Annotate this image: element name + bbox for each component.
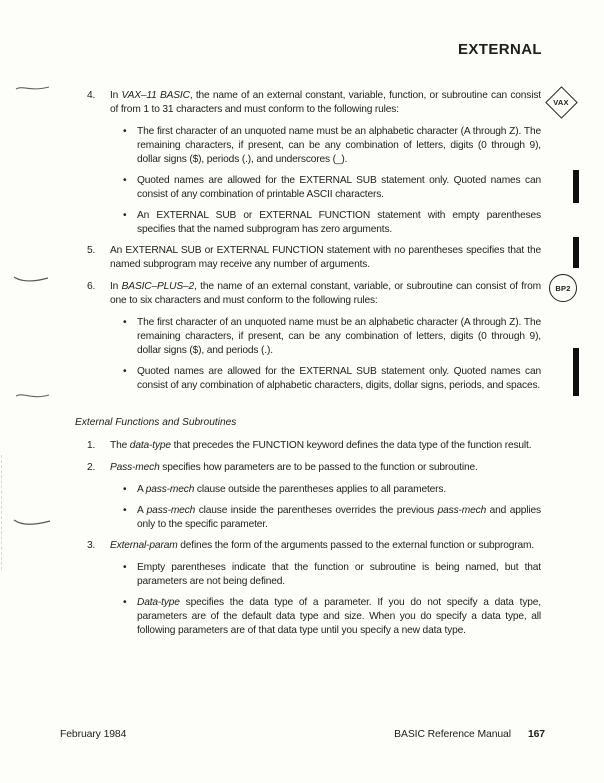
bullet-text: Quoted names are allowed for the EXTERNAL SUB statement only. Quoted names can consist of any combination of printable ASCII characters.: [137, 175, 541, 200]
footer-page-number: 167: [527, 729, 545, 740]
bullet-text: The first character of an unquoted name must be an alphabetic character (A through Z). The remaining characters, if present, can be any combination of letters, digits (0 through 9), dollar signs ($), periods (.), and underscores (_).: [137, 126, 541, 165]
bullet-icon: •: [123, 484, 127, 495]
vax-flag-icon: [545, 86, 577, 118]
bullet-icon: •: [123, 175, 127, 186]
bp2-flag-label: BP2: [555, 283, 571, 293]
bullet-icon: •: [123, 210, 127, 221]
margin-pen-mark: [12, 515, 52, 529]
margin-pen-mark: [12, 272, 50, 286]
numbered-rules-block: [87, 89, 541, 416]
item-number: 6.: [87, 281, 96, 292]
page-header-title: EXTERNAL: [457, 41, 542, 58]
rule-item-5: [87, 244, 541, 280]
bullet-item: [123, 365, 541, 393]
item-text: Pass-mech specifies how parameters are to be passed to the function or subroutine.: [110, 462, 478, 473]
item-number: 4.: [87, 90, 96, 101]
bullet-icon: •: [123, 126, 127, 137]
bullet-item: [123, 125, 541, 167]
bullet-item: [123, 504, 541, 532]
bullet-text: Quoted names are allowed for the EXTERNAL SUB statement only. Quoted names can consist of any combination of alphabetic characters, digits, dollar signs, periods, and spaces.: [137, 366, 541, 391]
bullet-text: A pass-mech clause outside the parentheses applies to all parameters.: [137, 484, 447, 495]
bullet-icon: •: [123, 597, 127, 608]
bullet-item: [123, 483, 541, 497]
margin-pen-mark: [14, 389, 52, 403]
bullet-text: Empty parentheses indicate that the function or subroutine is being named, but that parameters are not being defined.: [137, 562, 541, 587]
bullet-icon: •: [123, 366, 127, 377]
vax-flag-label: VAX: [553, 97, 569, 107]
item-text: The data-type that precedes the FUNCTION keyword defines the data type of the function result.: [110, 440, 532, 451]
item-body: [110, 461, 541, 539]
item-number: 3.: [87, 540, 96, 551]
change-bar: [573, 237, 579, 268]
item-number: 1.: [87, 440, 96, 451]
item-body: [110, 280, 541, 400]
section-heading: External Functions and Subroutines: [75, 417, 237, 428]
item-text: In VAX–11 BASIC, the name of an external constant, variable, function, or subroutine can consist of from 1 to 31 characters and must conform to the following rules:: [110, 90, 541, 115]
bullet-item: [123, 316, 541, 358]
item-body: [110, 539, 541, 645]
section-item-3: [87, 539, 541, 645]
bullet-text: Data-type specifies the data type of a parameter. If you do not specify a data type, parameters are of the default data type and size. When you do specify a data type, all following parameters are of that data type until you specify a new data type.: [137, 597, 541, 636]
item-text: An EXTERNAL SUB or EXTERNAL FUNCTION statement with no parentheses specifies that the named subprogram may receive any number of arguments.: [110, 245, 541, 270]
footer-date: February 1984: [60, 729, 127, 740]
item-body: [110, 89, 541, 244]
item-text: In BASIC–PLUS–2, the name of an external constant, variable, or subroutine can consist of from one to six characters and must conform to the following rules:: [110, 281, 541, 306]
bullet-icon: •: [123, 562, 127, 573]
bullet-item: [123, 596, 541, 638]
item-body: [110, 244, 541, 280]
footer-manual-title: BASIC Reference Manual: [394, 729, 511, 740]
item-number: 5.: [87, 245, 96, 256]
footer-right: [394, 729, 545, 740]
margin-pen-mark: [14, 82, 52, 96]
bullet-item: [123, 561, 541, 589]
item-body: [110, 439, 541, 461]
bullet-text: The first character of an unquoted name must be an alphabetic character (A through Z). The remaining characters, if present, can be any combination of letters, digits (0 through 9), dollar signs ($), and periods (.).: [137, 317, 541, 356]
bp2-flag-icon: [549, 274, 577, 302]
section-item-2: [87, 461, 541, 539]
section-item-1: [87, 439, 541, 461]
bullet-item: [123, 209, 541, 237]
change-bar: [573, 170, 579, 203]
bullet-icon: •: [123, 317, 127, 328]
bullet-icon: •: [123, 505, 127, 516]
rule-item-4: [87, 89, 541, 244]
change-bar: [573, 348, 579, 396]
page-body: [75, 89, 541, 645]
bullet-text: A pass-mech clause inside the parentheses overrides the previous pass-mech and applies only to the specific parameter.: [137, 505, 541, 530]
bullet-text: An EXTERNAL SUB or EXTERNAL FUNCTION statement with empty parentheses specifies that the named subprogram has zero arguments.: [137, 210, 541, 235]
item-number: 2.: [87, 462, 96, 473]
bullet-item: [123, 174, 541, 202]
rule-item-6: [87, 280, 541, 400]
scan-edge-artifact: [1, 455, 2, 570]
item-text: External-param defines the form of the arguments passed to the external function or subprogram.: [110, 540, 535, 551]
